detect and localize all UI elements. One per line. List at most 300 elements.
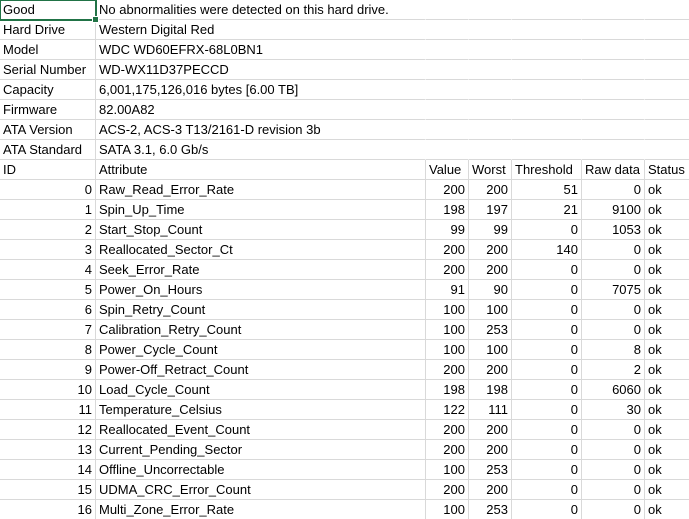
empty-cell[interactable] xyxy=(469,120,512,140)
info-value-cell-text: 6,001,175,126,016 bytes [6.00 TB] xyxy=(99,82,299,97)
info-row xyxy=(0,20,689,40)
attr-worst-cell[interactable] xyxy=(469,460,512,480)
attr-id-cell-text: 6 xyxy=(84,302,92,317)
attr-status-cell-text: ok xyxy=(648,482,662,497)
attr-raw-cell[interactable] xyxy=(582,340,645,360)
info-label-cell-text: Serial Number xyxy=(3,62,87,77)
attr-raw-cell[interactable] xyxy=(582,240,645,260)
attr-threshold-cell-text: 0 xyxy=(570,382,578,397)
empty-cell[interactable] xyxy=(469,80,512,100)
info-row xyxy=(0,0,689,20)
attr-value-cell[interactable] xyxy=(426,340,469,360)
attr-worst-cell[interactable] xyxy=(469,300,512,320)
info-row xyxy=(0,100,689,120)
attr-name-cell[interactable] xyxy=(96,240,426,260)
attr-raw-cell[interactable] xyxy=(582,360,645,380)
empty-cell[interactable] xyxy=(469,60,512,80)
attr-threshold-cell[interactable] xyxy=(512,280,582,300)
attr-status-cell[interactable] xyxy=(645,420,689,440)
empty-cell[interactable] xyxy=(582,20,645,40)
empty-cell[interactable] xyxy=(512,20,582,40)
info-value-cell[interactable] xyxy=(96,40,426,60)
header-status-text: Status xyxy=(648,162,685,177)
attr-value-cell[interactable] xyxy=(426,320,469,340)
attr-id-cell[interactable] xyxy=(0,360,96,380)
header-worst[interactable] xyxy=(469,160,512,180)
attr-name-cell[interactable] xyxy=(96,400,426,420)
attr-status-cell-text: ok xyxy=(648,462,662,477)
attr-threshold-cell[interactable] xyxy=(512,220,582,240)
attr-value-cell[interactable] xyxy=(426,480,469,500)
info-row xyxy=(0,60,689,80)
info-label-cell[interactable] xyxy=(0,120,96,140)
attr-threshold-cell[interactable] xyxy=(512,500,582,519)
attr-id-cell[interactable] xyxy=(0,200,96,220)
attr-raw-cell[interactable] xyxy=(582,180,645,200)
empty-cell[interactable] xyxy=(512,140,582,160)
attr-id-cell-text: 3 xyxy=(84,242,92,257)
attr-worst-cell-text: 100 xyxy=(486,302,508,317)
attr-value-cell-text: 100 xyxy=(443,342,465,357)
attr-threshold-cell[interactable] xyxy=(512,180,582,200)
attr-status-cell-text: ok xyxy=(648,342,662,357)
empty-cell[interactable] xyxy=(512,40,582,60)
info-label-cell-text: Good xyxy=(3,2,35,17)
attr-threshold-cell-text: 21 xyxy=(563,202,578,217)
info-value-cell[interactable] xyxy=(96,120,426,140)
empty-cell[interactable] xyxy=(512,60,582,80)
attr-value-cell[interactable] xyxy=(426,180,469,200)
attr-raw-cell[interactable] xyxy=(582,400,645,420)
info-label-cell-text: Hard Drive xyxy=(3,22,66,37)
info-value-cell-text: Western Digital Red xyxy=(99,22,215,37)
attr-name-cell[interactable] xyxy=(96,340,426,360)
attr-name-cell[interactable] xyxy=(96,200,426,220)
info-label-cell[interactable] xyxy=(0,40,96,60)
attr-threshold-cell[interactable] xyxy=(512,400,582,420)
info-value-cell[interactable] xyxy=(96,140,426,160)
attr-raw-cell[interactable] xyxy=(582,420,645,440)
attr-raw-cell[interactable] xyxy=(582,200,645,220)
header-threshold[interactable] xyxy=(512,160,582,180)
attr-threshold-cell-text: 0 xyxy=(570,362,578,377)
attr-worst-cell-text: 198 xyxy=(486,382,508,397)
attr-threshold-cell-text: 0 xyxy=(570,462,578,477)
attr-id-cell-text: 16 xyxy=(77,502,92,517)
attr-threshold-cell-text: 0 xyxy=(570,282,578,297)
header-attribute[interactable] xyxy=(96,160,426,180)
attr-value-cell-text: 198 xyxy=(443,382,465,397)
attr-worst-cell[interactable] xyxy=(469,240,512,260)
attr-status-cell-text: ok xyxy=(648,502,662,517)
info-value-cell-text: 82.00A82 xyxy=(99,102,155,117)
empty-cell[interactable] xyxy=(426,0,469,20)
attr-value-cell-text: 99 xyxy=(450,222,465,237)
empty-cell[interactable] xyxy=(469,40,512,60)
empty-cell[interactable] xyxy=(512,120,582,140)
attr-worst-cell-text: 100 xyxy=(486,342,508,357)
attr-id-cell[interactable] xyxy=(0,380,96,400)
empty-cell[interactable] xyxy=(469,0,512,20)
attr-name-cell[interactable] xyxy=(96,460,426,480)
attr-id-cell[interactable] xyxy=(0,420,96,440)
attr-value-cell-text: 100 xyxy=(443,302,465,317)
attr-threshold-cell-text: 0 xyxy=(570,222,578,237)
empty-cell[interactable] xyxy=(582,120,645,140)
info-label-cell[interactable] xyxy=(0,0,96,20)
attr-id-cell[interactable] xyxy=(0,480,96,500)
empty-cell[interactable] xyxy=(512,80,582,100)
attr-raw-cell-text: 0 xyxy=(633,442,641,457)
attr-value-cell-text: 100 xyxy=(443,502,465,517)
attr-threshold-cell-text: 0 xyxy=(570,302,578,317)
attr-threshold-cell-text: 0 xyxy=(570,262,578,277)
attr-name-cell[interactable] xyxy=(96,220,426,240)
attr-name-cell-text: Reallocated_Sector_Ct xyxy=(99,242,233,257)
attr-name-cell-text: Raw_Read_Error_Rate xyxy=(99,182,235,197)
header-value-text: Value xyxy=(429,162,462,177)
attr-status-cell[interactable] xyxy=(645,320,689,340)
attr-threshold-cell[interactable] xyxy=(512,460,582,480)
attr-status-cell[interactable] xyxy=(645,500,689,519)
attr-id-cell[interactable] xyxy=(0,340,96,360)
attr-raw-cell[interactable] xyxy=(582,220,645,240)
attr-id-cell[interactable] xyxy=(0,260,96,280)
info-label-cell[interactable] xyxy=(0,60,96,80)
attr-raw-cell[interactable] xyxy=(582,500,645,519)
attr-id-cell-text: 15 xyxy=(77,482,92,497)
attr-threshold-cell-text: 0 xyxy=(570,442,578,457)
attr-raw-cell-text: 0 xyxy=(633,322,641,337)
attr-value-cell[interactable] xyxy=(426,220,469,240)
attr-raw-cell-text: 30 xyxy=(626,402,641,417)
attr-status-cell-text: ok xyxy=(648,302,662,317)
empty-cell[interactable] xyxy=(582,80,645,100)
attr-threshold-cell[interactable] xyxy=(512,420,582,440)
attr-name-cell-text: Temperature_Celsius xyxy=(99,402,222,417)
attr-name-cell[interactable] xyxy=(96,440,426,460)
attr-threshold-cell-text: 0 xyxy=(570,342,578,357)
attr-worst-cell-text: 200 xyxy=(486,182,508,197)
info-value-cell[interactable] xyxy=(96,20,426,40)
attr-value-cell-text: 100 xyxy=(443,462,465,477)
attr-name-cell-text: Power_Cycle_Count xyxy=(99,342,218,357)
empty-cell[interactable] xyxy=(645,140,689,160)
attr-id-cell-text: 10 xyxy=(77,382,92,397)
attr-raw-cell-text: 0 xyxy=(633,242,641,257)
info-row xyxy=(0,40,689,60)
attr-raw-cell-text: 8 xyxy=(633,342,641,357)
attr-threshold-cell[interactable] xyxy=(512,480,582,500)
empty-cell[interactable] xyxy=(582,100,645,120)
attr-raw-cell[interactable] xyxy=(582,320,645,340)
attr-id-cell[interactable] xyxy=(0,300,96,320)
attr-worst-cell[interactable] xyxy=(469,380,512,400)
empty-cell[interactable] xyxy=(426,120,469,140)
attr-raw-cell[interactable] xyxy=(582,380,645,400)
empty-cell[interactable] xyxy=(645,120,689,140)
attr-name-cell-text: Power-Off_Retract_Count xyxy=(99,362,249,377)
attr-name-cell[interactable] xyxy=(96,500,426,519)
attr-worst-cell[interactable] xyxy=(469,200,512,220)
attr-value-cell[interactable] xyxy=(426,420,469,440)
attr-name-cell[interactable] xyxy=(96,180,426,200)
empty-cell[interactable] xyxy=(426,60,469,80)
attr-id-cell[interactable] xyxy=(0,500,96,519)
attr-worst-cell[interactable] xyxy=(469,280,512,300)
table-row xyxy=(0,360,689,380)
attr-status-cell[interactable] xyxy=(645,480,689,500)
info-value-cell[interactable] xyxy=(96,80,426,100)
info-label-cell[interactable] xyxy=(0,80,96,100)
header-id[interactable] xyxy=(0,160,96,180)
attr-raw-cell[interactable] xyxy=(582,480,645,500)
attr-worst-cell[interactable] xyxy=(469,260,512,280)
attr-threshold-cell-text: 140 xyxy=(556,242,578,257)
attr-status-cell[interactable] xyxy=(645,340,689,360)
attr-threshold-cell-text: 51 xyxy=(563,182,578,197)
info-label-cell-text: Model xyxy=(3,42,39,57)
header-raw-data[interactable] xyxy=(582,160,645,180)
attr-status-cell[interactable] xyxy=(645,400,689,420)
empty-cell[interactable] xyxy=(582,40,645,60)
attr-threshold-cell-text: 0 xyxy=(570,322,578,337)
attr-name-cell[interactable] xyxy=(96,260,426,280)
fill-handle[interactable] xyxy=(92,16,99,23)
attr-raw-cell[interactable] xyxy=(582,460,645,480)
empty-cell[interactable] xyxy=(426,20,469,40)
attr-status-cell[interactable] xyxy=(645,260,689,280)
empty-cell[interactable] xyxy=(645,60,689,80)
attr-worst-cell[interactable] xyxy=(469,340,512,360)
attr-value-cell-text: 198 xyxy=(443,202,465,217)
attr-id-cell-text: 1 xyxy=(84,202,92,217)
table-row xyxy=(0,340,689,360)
attr-status-cell[interactable] xyxy=(645,180,689,200)
attr-raw-cell-text: 0 xyxy=(633,262,641,277)
attr-status-cell-text: ok xyxy=(648,362,662,377)
attr-value-cell-text: 200 xyxy=(443,362,465,377)
attr-raw-cell-text: 0 xyxy=(633,502,641,517)
table-row xyxy=(0,440,689,460)
attr-id-cell[interactable] xyxy=(0,220,96,240)
attr-name-cell-text: Spin_Up_Time xyxy=(99,202,185,217)
attr-value-cell-text: 200 xyxy=(443,242,465,257)
empty-cell[interactable] xyxy=(645,40,689,60)
empty-cell[interactable] xyxy=(645,20,689,40)
attr-worst-cell-text: 200 xyxy=(486,482,508,497)
attr-status-cell-text: ok xyxy=(648,202,662,217)
attr-id-cell-text: 13 xyxy=(77,442,92,457)
attr-raw-cell[interactable] xyxy=(582,300,645,320)
info-label-cell-text: Capacity xyxy=(3,82,54,97)
attr-worst-cell[interactable] xyxy=(469,400,512,420)
attr-name-cell[interactable] xyxy=(96,420,426,440)
empty-cell[interactable] xyxy=(645,80,689,100)
attr-value-cell[interactable] xyxy=(426,200,469,220)
attr-id-cell[interactable] xyxy=(0,440,96,460)
attr-worst-cell-text: 90 xyxy=(493,282,508,297)
header-value[interactable] xyxy=(426,160,469,180)
attr-id-cell-text: 7 xyxy=(84,322,92,337)
table-row xyxy=(0,300,689,320)
attr-value-cell[interactable] xyxy=(426,240,469,260)
attr-raw-cell-text: 2 xyxy=(633,362,641,377)
attr-value-cell[interactable] xyxy=(426,400,469,420)
attr-value-cell[interactable] xyxy=(426,260,469,280)
attr-worst-cell[interactable] xyxy=(469,480,512,500)
attr-value-cell[interactable] xyxy=(426,360,469,380)
header-row xyxy=(0,160,689,180)
table-row xyxy=(0,200,689,220)
attr-threshold-cell-text: 0 xyxy=(570,502,578,517)
attr-value-cell[interactable] xyxy=(426,280,469,300)
empty-cell[interactable] xyxy=(469,140,512,160)
attr-id-cell-text: 12 xyxy=(77,422,92,437)
attr-threshold-cell[interactable] xyxy=(512,340,582,360)
attr-threshold-cell[interactable] xyxy=(512,260,582,280)
info-value-cell[interactable] xyxy=(96,0,426,20)
empty-cell[interactable] xyxy=(469,20,512,40)
attr-status-cell[interactable] xyxy=(645,240,689,260)
attr-id-cell-text: 14 xyxy=(77,462,92,477)
attr-name-cell[interactable] xyxy=(96,480,426,500)
attr-value-cell[interactable] xyxy=(426,300,469,320)
table-row xyxy=(0,220,689,240)
attr-raw-cell[interactable] xyxy=(582,280,645,300)
empty-cell[interactable] xyxy=(426,140,469,160)
attr-raw-cell-text: 1053 xyxy=(612,222,641,237)
attr-raw-cell-text: 0 xyxy=(633,462,641,477)
attr-value-cell[interactable] xyxy=(426,460,469,480)
attr-name-cell[interactable] xyxy=(96,360,426,380)
attr-id-cell-text: 11 xyxy=(78,402,92,417)
attr-id-cell[interactable] xyxy=(0,180,96,200)
empty-cell[interactable] xyxy=(582,0,645,20)
attr-value-cell[interactable] xyxy=(426,500,469,519)
attr-name-cell-text: Multi_Zone_Error_Rate xyxy=(99,502,235,517)
empty-cell[interactable] xyxy=(426,40,469,60)
attr-name-cell-text: Start_Stop_Count xyxy=(99,222,203,237)
attr-id-cell-text: 9 xyxy=(84,362,92,377)
attr-worst-cell[interactable] xyxy=(469,360,512,380)
attr-name-cell-text: UDMA_CRC_Error_Count xyxy=(99,482,251,497)
attr-threshold-cell[interactable] xyxy=(512,300,582,320)
info-label-cell[interactable] xyxy=(0,140,96,160)
attr-status-cell[interactable] xyxy=(645,220,689,240)
info-label-cell[interactable] xyxy=(0,100,96,120)
attr-status-cell-text: ok xyxy=(648,242,662,257)
empty-cell[interactable] xyxy=(512,0,582,20)
table-row xyxy=(0,480,689,500)
attr-worst-cell-text: 197 xyxy=(486,202,508,217)
attr-status-cell[interactable] xyxy=(645,440,689,460)
attr-status-cell-text: ok xyxy=(648,402,662,417)
attr-id-cell[interactable] xyxy=(0,320,96,340)
attr-status-cell[interactable] xyxy=(645,380,689,400)
attr-raw-cell-text: 0 xyxy=(633,482,641,497)
attr-id-cell[interactable] xyxy=(0,280,96,300)
attr-worst-cell[interactable] xyxy=(469,180,512,200)
empty-cell[interactable] xyxy=(469,100,512,120)
empty-cell[interactable] xyxy=(645,100,689,120)
attr-status-cell[interactable] xyxy=(645,300,689,320)
info-value-cell[interactable] xyxy=(96,100,426,120)
info-value-cell[interactable] xyxy=(96,60,426,80)
attr-worst-cell[interactable] xyxy=(469,220,512,240)
attr-status-cell[interactable] xyxy=(645,200,689,220)
header-status[interactable] xyxy=(645,160,689,180)
attr-threshold-cell-text: 0 xyxy=(570,422,578,437)
attr-name-cell[interactable] xyxy=(96,320,426,340)
attr-worst-cell-text: 253 xyxy=(486,322,508,337)
attr-threshold-cell[interactable] xyxy=(512,320,582,340)
attr-status-cell[interactable] xyxy=(645,280,689,300)
attr-threshold-cell[interactable] xyxy=(512,240,582,260)
table-row xyxy=(0,380,689,400)
attr-id-cell[interactable] xyxy=(0,400,96,420)
attr-id-cell-text: 8 xyxy=(84,342,92,357)
attr-worst-cell-text: 200 xyxy=(486,442,508,457)
empty-cell[interactable] xyxy=(645,0,689,20)
empty-cell[interactable] xyxy=(582,140,645,160)
empty-cell[interactable] xyxy=(582,60,645,80)
attr-value-cell-text: 200 xyxy=(443,482,465,497)
header-raw-data-text: Raw data xyxy=(585,162,640,177)
table-row xyxy=(0,260,689,280)
attr-status-cell-text: ok xyxy=(648,322,662,337)
attr-worst-cell[interactable] xyxy=(469,500,512,519)
attr-status-cell[interactable] xyxy=(645,460,689,480)
info-label-cell[interactable] xyxy=(0,20,96,40)
attr-status-cell-text: ok xyxy=(648,442,662,457)
empty-cell[interactable] xyxy=(426,100,469,120)
attr-name-cell[interactable] xyxy=(96,300,426,320)
attr-threshold-cell[interactable] xyxy=(512,360,582,380)
attr-value-cell[interactable] xyxy=(426,380,469,400)
attr-name-cell[interactable] xyxy=(96,380,426,400)
table-row xyxy=(0,400,689,420)
attr-status-cell[interactable] xyxy=(645,360,689,380)
attr-id-cell[interactable] xyxy=(0,240,96,260)
attr-worst-cell-text: 200 xyxy=(486,262,508,277)
attr-worst-cell[interactable] xyxy=(469,320,512,340)
attr-raw-cell[interactable] xyxy=(582,260,645,280)
attr-threshold-cell[interactable] xyxy=(512,380,582,400)
attr-name-cell-text: Spin_Retry_Count xyxy=(99,302,206,317)
attr-name-cell-text: Offline_Uncorrectable xyxy=(99,462,225,477)
attr-value-cell-text: 200 xyxy=(443,182,465,197)
attr-threshold-cell[interactable] xyxy=(512,200,582,220)
info-row xyxy=(0,80,689,100)
attr-name-cell[interactable] xyxy=(96,280,426,300)
table-row xyxy=(0,320,689,340)
attr-worst-cell[interactable] xyxy=(469,440,512,460)
attr-status-cell-text: ok xyxy=(648,262,662,277)
attr-value-cell-text: 200 xyxy=(443,262,465,277)
attr-worst-cell[interactable] xyxy=(469,420,512,440)
attr-value-cell[interactable] xyxy=(426,440,469,460)
attr-value-cell-text: 100 xyxy=(443,322,465,337)
attr-raw-cell[interactable] xyxy=(582,440,645,460)
attr-threshold-cell[interactable] xyxy=(512,440,582,460)
attr-name-cell-text: Power_On_Hours xyxy=(99,282,203,297)
attr-id-cell[interactable] xyxy=(0,460,96,480)
attr-raw-cell-text: 0 xyxy=(633,422,641,437)
empty-cell[interactable] xyxy=(426,80,469,100)
info-label-cell-text: ATA Standard xyxy=(3,142,83,157)
empty-cell[interactable] xyxy=(512,100,582,120)
